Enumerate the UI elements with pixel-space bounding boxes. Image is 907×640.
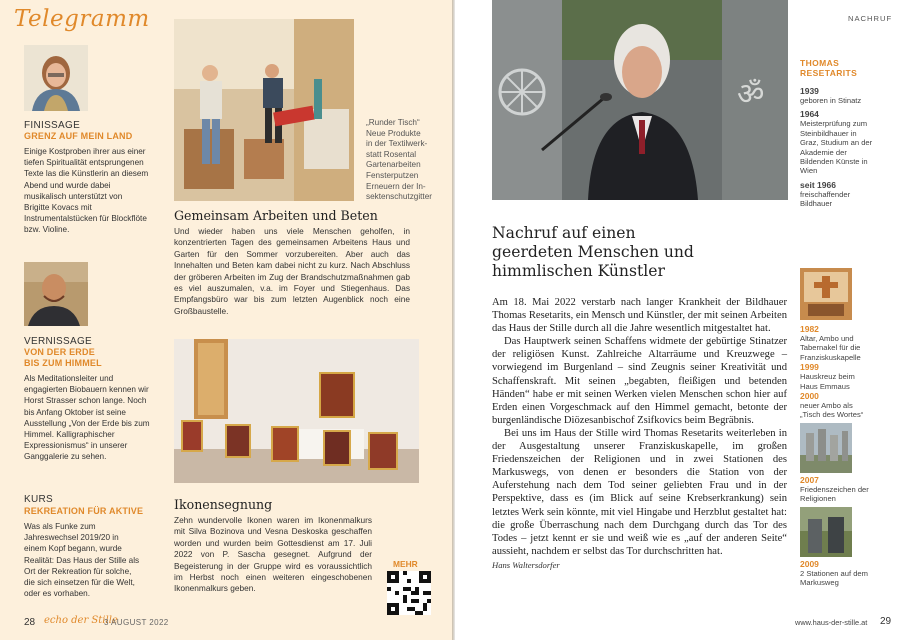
svg-text:ॐ: ॐ — [737, 77, 765, 112]
brand-name: echo der Stille — [44, 615, 118, 626]
vernissage-title-line-2: BIS ZUM HIMMEL — [24, 358, 102, 368]
finissage-title: GRENZ AUF MEIN LAND — [24, 131, 133, 141]
finissage-kicker: FINISSAGE — [24, 120, 81, 131]
markusweg-stations-photo — [800, 507, 852, 557]
timeline-entry — [800, 559, 870, 588]
timeline-text: Hauskreuz beim Haus Emmaus — [800, 372, 855, 391]
article-icons-text: Zehn wundervolle Ikonen waren im Ikonenmalkurs mit Silva Bozinova und Vesna Deskoska geschaffen worden und wurden beim Gottesdienst am 17. Juli 2022 von P. Sascha gesegnet. Aufgrund der Begeisterung in der Gruppe wird es voraussichtlich im Herbst noch einen weiteren eingeschobenen Ikonenmalkurs geben. — [174, 515, 372, 594]
kurs-kicker: KURS — [24, 494, 53, 505]
issue-label: 3 AUGUST 2022 — [104, 618, 169, 627]
timeline-year: 2000 — [800, 391, 819, 402]
mehr-label: MEHR — [393, 559, 418, 569]
speaker-portrait-photo — [492, 0, 788, 200]
timeline-year: 1999 — [800, 362, 819, 373]
obituary-paragraph: Das Hauptwerk seinen Schaffens widmete der gebürtige Stinatzer der religiösen Kunst. Zahlreiche Altarräume und Kreuzwege – vorwiegend im Burgenland – sind Zeugnis seiner Kreativität und Schaffenskraft. Mit seinen „begabten, fleißigen und betenden Händen“ habe er mit seinen Werken vielen Menschen schon hier auf Erden einen Vorgeschmack auf den Himmel gemacht, betonte der burgenländische Diözesanbischof Zsifkovics beim Begräbnis. — [492, 336, 787, 426]
runder-tisch-title: „Runder Tisch“ — [366, 118, 420, 127]
timeline-text: Friedenszeichen der Religionen — [800, 484, 869, 504]
bio-entry — [800, 109, 900, 175]
portrait-man-photo — [24, 262, 88, 326]
works-timeline — [800, 268, 870, 587]
vernissage-text: Als Meditationsleiter und engagierten Biobauern kennen wir Horst Strasser schon lange. Noch bis Anfang Oktober ist seine Ausstellung „Von der Erde bis zum Himmel. Kalligraphischer Expressionismus“ in unserer Ganggalerie zu sehen. — [24, 374, 150, 462]
volunteers-working-photo — [174, 19, 354, 201]
headline-line: himmlischen Künstler — [492, 262, 665, 280]
bio-text: geboren in Stinatz — [800, 96, 862, 105]
left-page-number: 28 — [24, 617, 36, 628]
timeline-year: 2007 — [800, 474, 819, 485]
bio-year: 1939 — [800, 86, 819, 96]
timeline-text: 2 Stationen auf dem Markusweg — [800, 568, 868, 588]
runder-tisch-line: Neue Produkte — [366, 128, 421, 138]
runder-tisch-line: Erneuern der In- — [366, 181, 426, 191]
bio-year: seit 1966 — [800, 179, 836, 190]
chapel-altar-photo — [800, 268, 852, 320]
icons-blessing-photo — [174, 339, 419, 483]
article-work-title: Gemeinsam Arbeiten und Beten — [174, 208, 378, 223]
obituary-body — [492, 296, 787, 570]
vernissage-kicker: VERNISSAGE — [24, 336, 93, 347]
bio-text: freischaffender Bildhauer — [800, 189, 851, 209]
timeline-entry — [800, 324, 870, 362]
portrait-woman-photo — [24, 45, 88, 111]
kurs-title: REKREATION FÜR AKTIVE — [24, 506, 144, 516]
headline-line: Nachruf auf einen — [492, 224, 636, 242]
timeline-year: 2009 — [800, 558, 819, 569]
obituary-paragraph: Am 18. Mai 2022 verstarb nach langer Krankheit der Bildhauer Thomas Resetarits, ein Mensch und Künstler, der mit seinen Arbeiten das Haus der Stille durch all die Jahre wesentlich mitgestaltet hat. — [492, 297, 787, 335]
article-icons-title: Ikonensegnung — [174, 497, 273, 512]
timeline-entry — [800, 362, 870, 391]
right-page — [455, 0, 907, 640]
website-url[interactable]: www.haus-der-stille.at — [795, 618, 868, 627]
masthead: Telegramm — [14, 6, 150, 32]
peace-sign-photo — [800, 423, 852, 473]
runder-tisch-caption — [366, 118, 448, 203]
bio-entry — [800, 86, 900, 105]
bio-name-line-2: RESETARITS — [800, 68, 858, 78]
timeline-entry — [800, 475, 870, 504]
right-page-number: 29 — [880, 616, 892, 627]
qr-code[interactable] — [387, 571, 431, 615]
runder-tisch-line: sektenschutzgitter — [366, 192, 432, 202]
section-label: NACHRUF — [848, 14, 893, 23]
runder-tisch-line: Gartenarbeiten — [366, 160, 421, 170]
timeline-text: Altar, Ambo und Tabernakel für die Franziskuskapelle — [800, 334, 861, 362]
runder-tisch-line: statt Rosental — [366, 149, 417, 159]
obituary-headline — [492, 224, 694, 281]
timeline-year: 1982 — [800, 324, 819, 334]
runder-tisch-line: in der Textilwerk- — [366, 139, 428, 149]
bio-name-line-1: THOMAS — [800, 58, 840, 68]
bio-text: Meisterprüfung zum Steinbildhauer in Graz, Studium an der Akademie der Bildenden Künste in Wien — [800, 119, 873, 176]
author-signature: Hans Waltersdorfer — [492, 559, 560, 570]
obituary-paragraph: Bei uns im Haus der Stille wird Thomas Resetarits weiterleben in der Ausgestaltung unserer Franziskuskapelle, im großen Friedenszeichen der Religionen und in zwei Stationen des Markuswegs, von denen er besonders die Station von der Auferstehung nach dem Tod seiner geliebten Frau und in der Perspektive, dass es (im Blick auf seine Krebserkrankung) sein letztes Werk sein könnte, mit viel Hingabe und Herzblut gestaltet hat: die große Überraschung nach dem Durchgang durch das Tor des Todes – jetzt kennt er sie und weiß wie es „auf der anderen Seite“ aussieht, nachdem er selbst das Tor durchschritten hat. — [492, 427, 787, 557]
timeline-text: neuer Ambo als „Tisch des Wortes“ — [800, 401, 864, 420]
headline-line: geerdeten Menschen und — [492, 243, 694, 261]
vernissage-title-line-1: VON DER ERDE — [24, 347, 95, 357]
bio-year: 1964 — [800, 109, 819, 120]
kurs-text: Was als Funke zum Jahreswechsel 2019/20 in einem Kopf begann, wurde Realität: Das Haus der Stille als Ort der Rekreation für solche, die sich einsetzen für die Welt, oder es vorhaben. — [24, 522, 140, 599]
bio-entry — [800, 180, 900, 209]
finissage-text: Einige Kostproben ihrer aus einer tiefen Spiritualität entsprungenen Texte las die Künstlerin an diesem Abend und wurde dabei musikalisch unterstützt von Brigitte Kovacs mit Instrumentalstücken für Blockflöte bzw. Violine. — [24, 147, 149, 235]
left-page — [0, 0, 452, 640]
runder-tisch-line: Fensterputzen — [366, 170, 419, 180]
timeline-entry — [800, 391, 870, 420]
bio-box — [800, 58, 900, 209]
article-work-text: Und wieder haben uns viele Menschen geholfen, in konzentrierten Tagen des gemeinsamen Arbeitens Haus und Garten für den Sommer vorzubereiten. Aber auch das Innehalten und Beten kam dabei nicht zu kurz. Nach Abschluss der gröberen Arbeiten im Zug der Brandschutzmaßnahmen gab es viel auszumalen, v.a. im Foyer und Stiegenhaus. Das Empfangsbüro war bis zum letzten Augenblick noch eine Großbaustelle. — [174, 226, 410, 316]
